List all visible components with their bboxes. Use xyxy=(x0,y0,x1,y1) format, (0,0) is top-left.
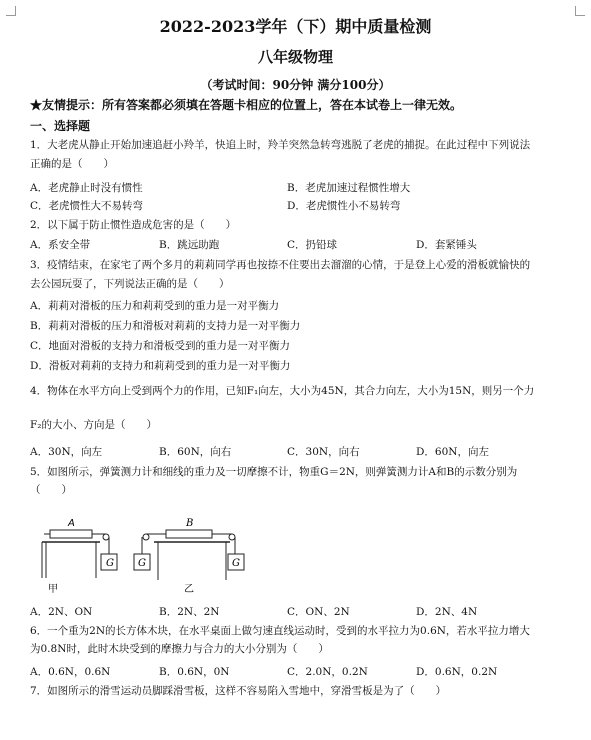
question-line: 2．以下属于防止惯性造成危害的是（ ） xyxy=(30,219,237,231)
weight-label: G xyxy=(106,558,114,569)
option-2b: B．跳远助跑 xyxy=(159,239,220,251)
option-1c: C．老虎惯性大不易转弯 xyxy=(30,200,144,212)
pulley xyxy=(143,534,149,540)
question-line: 为0.8N时，此时木块受到的摩擦力与合力的大小分别为（ ） xyxy=(30,643,329,655)
option-5c: C．ON、2N xyxy=(287,606,350,618)
weight-label: G xyxy=(138,558,146,569)
question-line: 去公园玩耍了，下列说法正确的是（ ） xyxy=(30,278,230,290)
option-6d: D．0.6N，0.2N xyxy=(416,666,498,678)
exam-info: （考试时间：90分钟 满分100分） xyxy=(200,78,391,92)
caption-left: 甲 xyxy=(48,584,58,595)
figure-left xyxy=(42,530,117,578)
exam-title: 2022-2023学年（下）期中质量检测 xyxy=(159,17,432,36)
question-4 xyxy=(30,384,534,432)
spring-scale-figure xyxy=(34,508,264,598)
option-4b: B．60N，向右 xyxy=(159,446,232,458)
figure-right xyxy=(134,530,244,580)
option-1a: A．老虎静止时没有惯性 xyxy=(30,182,143,194)
option-4d: D．60N，向左 xyxy=(416,446,489,458)
option-3c: C．地面对滑板的支持力和滑板受到的重力是一对平衡力 xyxy=(30,340,291,352)
weight-label: G xyxy=(232,558,240,569)
question-line: 3．疫情结束，在家宅了两个多月的莉莉同学再也按捺不住要出去溜溜的心情，于是登上心爱的滑板就愉快的 xyxy=(30,259,531,271)
friendly-notice: ★友情提示：所有答案都必须填在答题卡相应的位置上，答在本试卷上一律无效。 xyxy=(30,98,463,112)
option-4a: A．30N，向左 xyxy=(30,446,103,458)
question-5 xyxy=(30,465,517,497)
label-a: A xyxy=(68,518,75,529)
option-1b: B．老虎加速过程惯性增大 xyxy=(287,182,411,194)
question-line: 7．如图所示的滑雪运动员脚踩滑雪板，这样不容易陷入雪地中，穿滑雪板是为了（ ） xyxy=(30,685,447,697)
option-3b: B．莉莉对滑板的压力和滑板对莉莉的支持力是一对平衡力 xyxy=(30,320,301,332)
question-line: （ ） xyxy=(30,484,72,496)
question-line: 正确的是（ ） xyxy=(30,158,114,170)
pulley xyxy=(103,534,109,540)
option-3a: A．莉莉对滑板的压力和莉莉受到的重力是一对平衡力 xyxy=(30,300,280,312)
question-3 xyxy=(30,258,530,291)
section-heading: 一、选择题 xyxy=(30,119,91,133)
question-line: 4．物体在水平方向上受到两个力的作用，已知F₁向左，大小为45N，其合力向左，大小为15N，则另一个力 xyxy=(30,385,535,397)
question-6 xyxy=(30,624,530,656)
option-2a: A．系安全带 xyxy=(30,239,91,251)
option-2d: D．套紧锤头 xyxy=(416,239,477,251)
option-4c: C．30N，向右 xyxy=(287,446,360,458)
question-7 xyxy=(30,684,446,698)
option-5d: D．2N、4N xyxy=(416,606,478,618)
option-5b: B．2N、2N xyxy=(159,606,220,618)
question-line: 6．一个重为2N的长方体木块，在水平桌面上做匀速直线运动时，受到的水平拉力为0.6N，若水平拉力增大 xyxy=(30,625,530,637)
option-3d: D．滑板对莉莉的支持力和莉莉受到的重力是一对平衡力 xyxy=(30,360,291,372)
option-6c: C．2.0N，0.2N xyxy=(287,666,368,678)
exam-subtitle: 八年级物理 xyxy=(257,48,333,66)
question-line: 1．大老虎从静止开始加速追赶小羚羊，快追上时，羚羊突然急转弯逃脱了老虎的捕捉。在此过程中下列说法 xyxy=(30,139,531,151)
question-line: F₂的大小、方向是（ ） xyxy=(30,419,157,431)
option-5a: A．2N、ON xyxy=(30,606,93,618)
question-1 xyxy=(30,138,530,171)
option-6b: B．0.6N，0N xyxy=(159,666,230,678)
option-1d: D．老虎惯性小不易转弯 xyxy=(287,200,401,212)
option-2c: C．扔铅球 xyxy=(287,239,338,251)
question-2 xyxy=(30,218,236,232)
option-6a: A．0.6N，0.6N xyxy=(30,666,111,678)
spring-scale-a xyxy=(50,530,92,538)
question-line: 5．如图所示，弹簧测力计和细线的重力及一切摩擦不计，物重G＝2N，则弹簧测力计A和B的示数分别为 xyxy=(30,466,518,478)
caption-right: 乙 xyxy=(184,584,194,595)
pulley xyxy=(229,534,235,540)
label-b: B xyxy=(186,518,194,529)
spring-scale-b xyxy=(166,530,212,538)
